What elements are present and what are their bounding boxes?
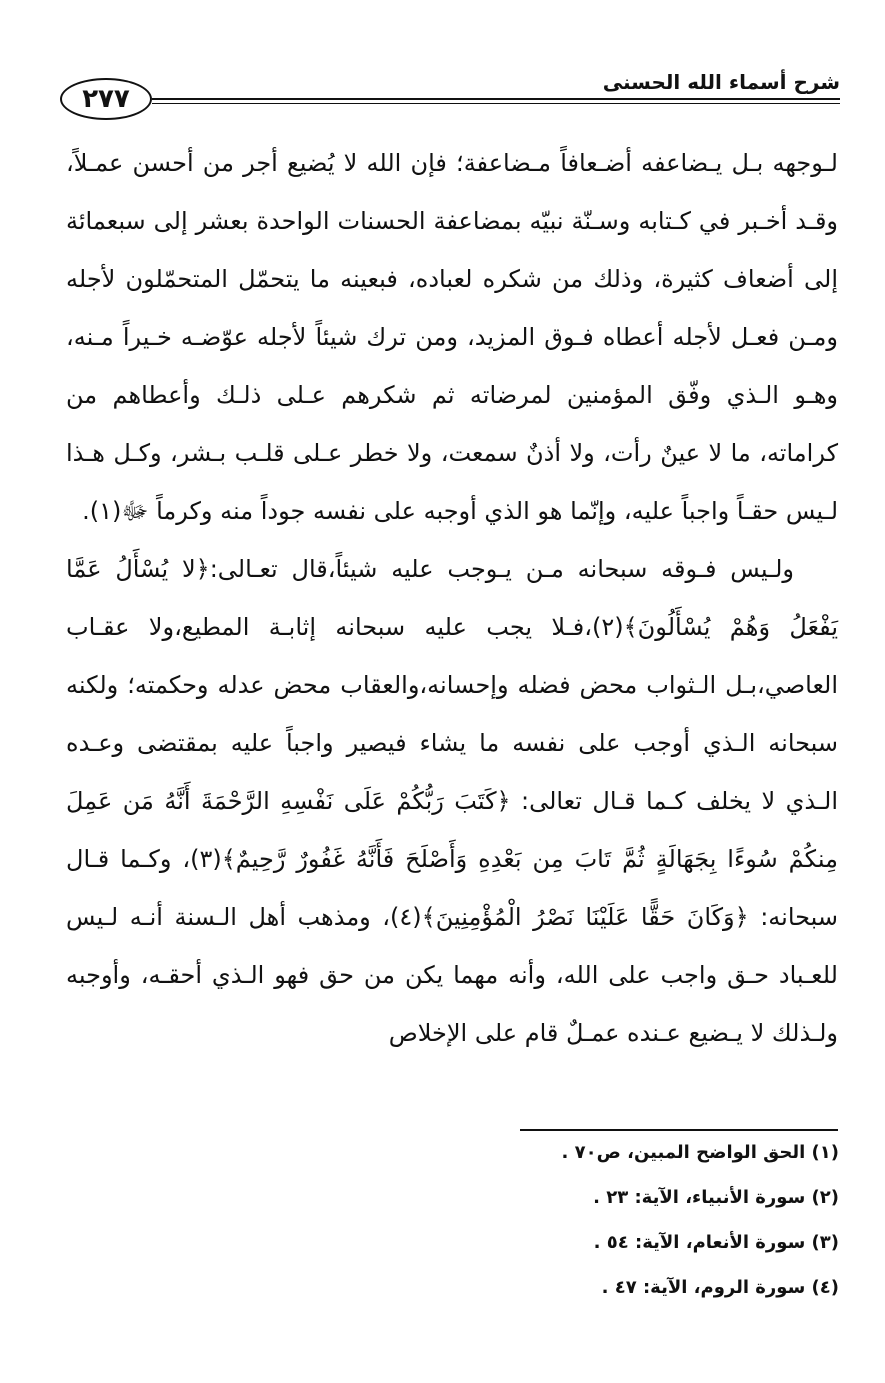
- running-title: شرح أسماء الله الحسنى: [602, 70, 840, 94]
- page-header: [60, 70, 840, 124]
- page-number: ٢٧٧: [60, 78, 152, 120]
- paragraph-1: لـوجهه بـل يـضاعفه أضـعافاً مـضاعفة؛ فإن الله لا يُضيع أجر من أحسن عمـلاً، وقـد أخـبر في كـتابه وسـنّة نبيّه بمضاعفة الحسنات الواحدة بعشر إلى سبعمائة إلى أضعاف كثيرة، وذلك من شكره لعباده، فبعينه ما يتحمّل المتحمّلون لأجله ومـن فعـل لأجله أعطاه فـوق المزيد، ومن ترك شيئاً لأجله عوّضـه خـيراً مـنه، وهـو الـذي وفّق المؤمنين لمرضاته ثم شكرهم عـلى ذلـك وأعطاهم من كراماته، ما لا عينٌ رأت، ولا أذنٌ سمعت، ولا خطر عـلى قلـب بـشر، وكـل هـذا لـيس حقـاً واجباً عليه، وإنّما هو الذي أوجبه على نفسه جوداً منه وكرماً ﷻ(١).: [66, 149, 838, 525]
- footnote-1: (١) الحق الواضح المبين، ص٧٠ .: [561, 1142, 839, 1163]
- header-rule: [152, 98, 840, 100]
- main-text: [66, 134, 838, 1062]
- footnotes: [419, 1143, 839, 1323]
- footnote-3: (٣) سورة الأنعام، الآية: ٥٤ .: [593, 1232, 839, 1253]
- footnote-separator: [520, 1129, 838, 1131]
- footnote-2: (٢) سورة الأنبياء، الآية: ٢٣ .: [593, 1187, 839, 1208]
- footnote-4: (٤) سورة الروم، الآية: ٤٧ .: [601, 1277, 839, 1298]
- paragraph-2: ولـيس فـوقه سبحانه مـن يـوجب عليه شيئاً،قال تعـالى:﴿لا يُسْأَلُ عَمَّا يَفْعَلُ وَهُمْ يُسْأَلُونَ﴾(٢)،فـلا يجب عليه سبحانه إثابـة المطيع،ولا عقـاب العاصي،بـل الـثواب محض فضله وإحسانه،والعقاب محض عدله وحكمته؛ ولكنه سبحانه الـذي أوجب على نفسه ما يشاء فيصير واجباً عليه بمقتضى وعـده الـذي لا يخلف كـما قـال تعالى: ﴿كَتَبَ رَبُّكُمْ عَلَى نَفْسِهِ الرَّحْمَةَ أَنَّهُ مَن عَمِلَ مِنكُمْ سُوءًا بِجَهَالَةٍ ثُمَّ تَابَ مِن بَعْدِهِ وَأَصْلَحَ فَأَنَّهُ غَفُورٌ رَّحِيمٌ﴾(٣)، وكـما قـال سبحانه: ﴿وَكَانَ حَقًّا عَلَيْنَا نَصْرُ الْمُؤْمِنِينَ﴾(٤)، ومذهب أهل الـسنة أنـه لـيس للعـباد حـق واجب على الله، وأنه مهما يكن من حق فهو الـذي أحقـه، وأوجبه ولـذلك لا يـضيع عـنده عمـلٌ قام على الإخلاص: [66, 555, 839, 1047]
- header-rule-thin: [152, 103, 840, 104]
